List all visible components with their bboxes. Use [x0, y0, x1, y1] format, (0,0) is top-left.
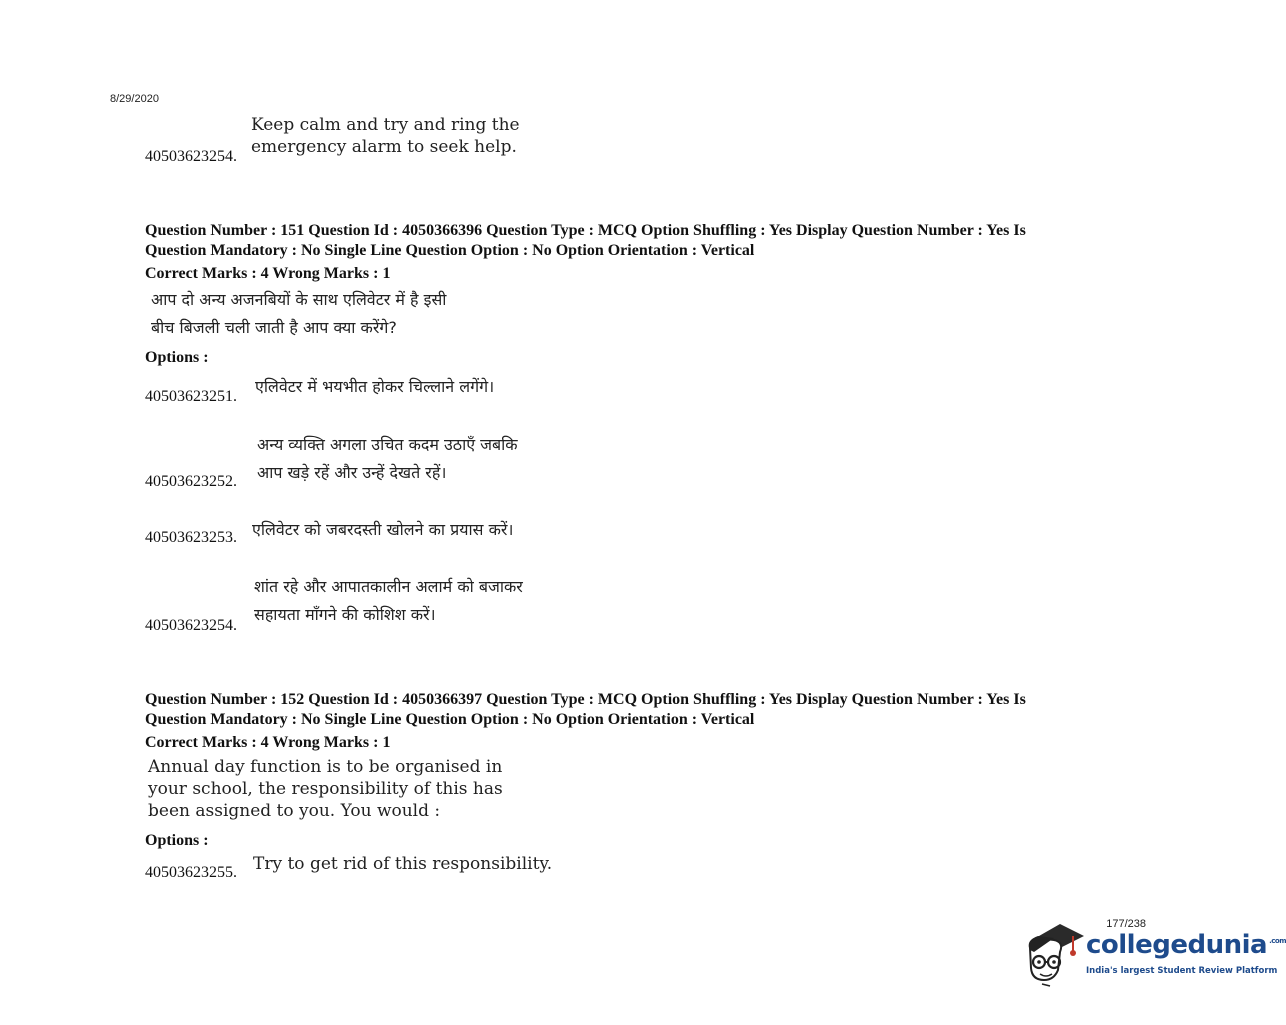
brand-name: collegedunia [1086, 930, 1268, 960]
meta-line: Question Number : 152 Question Id : 4050366397 Question Type : MCQ Option Shuffling : Yes Display Question Number : Yes Is [145, 691, 1026, 708]
brand-logo [1086, 930, 1286, 960]
option-text [254, 573, 523, 629]
options-label: Options : [145, 832, 209, 849]
question-line: been assigned to you. You would : [148, 801, 441, 821]
option-text [251, 114, 520, 158]
question-152-meta [145, 690, 1145, 730]
page-number: 177/238 [1106, 918, 1146, 930]
meta-line: Question Mandatory : No Single Line Question Option : No Option Orientation : Vertical [145, 711, 755, 728]
option-text-line: आप खड़े रहें और उन्हें देखते रहें। [257, 463, 447, 482]
option-text-line: शांत रहे और आपातकालीन अलार्म को बजाकर [254, 577, 523, 596]
option-id: 40503623252. [145, 473, 237, 490]
option-text-line: emergency alarm to seek help. [251, 137, 517, 157]
question-151-marks: Correct Marks : 4 Wrong Marks : 1 [145, 265, 391, 282]
option-text-line: एलिवेटर को जबरदस्ती खोलने का प्रयास करें। [252, 520, 514, 539]
question-line: Annual day function is to be organised in [148, 757, 503, 777]
question-151-meta [145, 221, 1145, 261]
option-id: 40503623251. [145, 388, 237, 405]
option-text-line: Keep calm and try and ring the [251, 115, 520, 135]
option-id: 40503623255. [145, 864, 237, 881]
option-text [252, 516, 513, 544]
brand-suffix: .com [1269, 937, 1286, 946]
meta-line: Question Number : 151 Question Id : 4050366396 Question Type : MCQ Option Shuffling : Yes Display Question Number : Yes Is [145, 222, 1026, 239]
option-text [255, 373, 494, 401]
option-id: 40503623254. [145, 148, 237, 165]
option-text-line: सहायता माँगने की कोशिश करें। [254, 605, 436, 624]
question-line: बीच बिजली चली जाती है आप क्या करेंगे? [151, 318, 397, 337]
meta-line: Question Mandatory : No Single Line Question Option : No Option Orientation : Vertical [145, 242, 755, 259]
collegedunia-mascot-icon [1024, 918, 1086, 990]
brand-tagline: India's largest Student Review Platform [1086, 966, 1278, 976]
option-text [257, 431, 518, 487]
print-date: 8/29/2020 [110, 93, 159, 105]
option-id: 40503623253. [145, 529, 237, 546]
question-line: your school, the responsibility of this has [148, 779, 503, 799]
options-label: Options : [145, 349, 209, 366]
option-text-line: Try to get rid of this responsibility. [253, 854, 553, 874]
option-text [253, 853, 552, 875]
option-text-line: एलिवेटर में भयभीत होकर चिल्लाने लगेंगे। [255, 377, 495, 396]
option-text-line: अन्य व्यक्ति अगला उचित कदम उठाएँ जबकि [257, 435, 518, 454]
option-id: 40503623254. [145, 617, 237, 634]
question-line: आप दो अन्य अजनबियों के साथ एलिवेटर में है इसी [151, 290, 447, 309]
question-151-text [151, 286, 446, 342]
question-152-text [148, 756, 503, 822]
question-152-marks: Correct Marks : 4 Wrong Marks : 1 [145, 734, 391, 751]
